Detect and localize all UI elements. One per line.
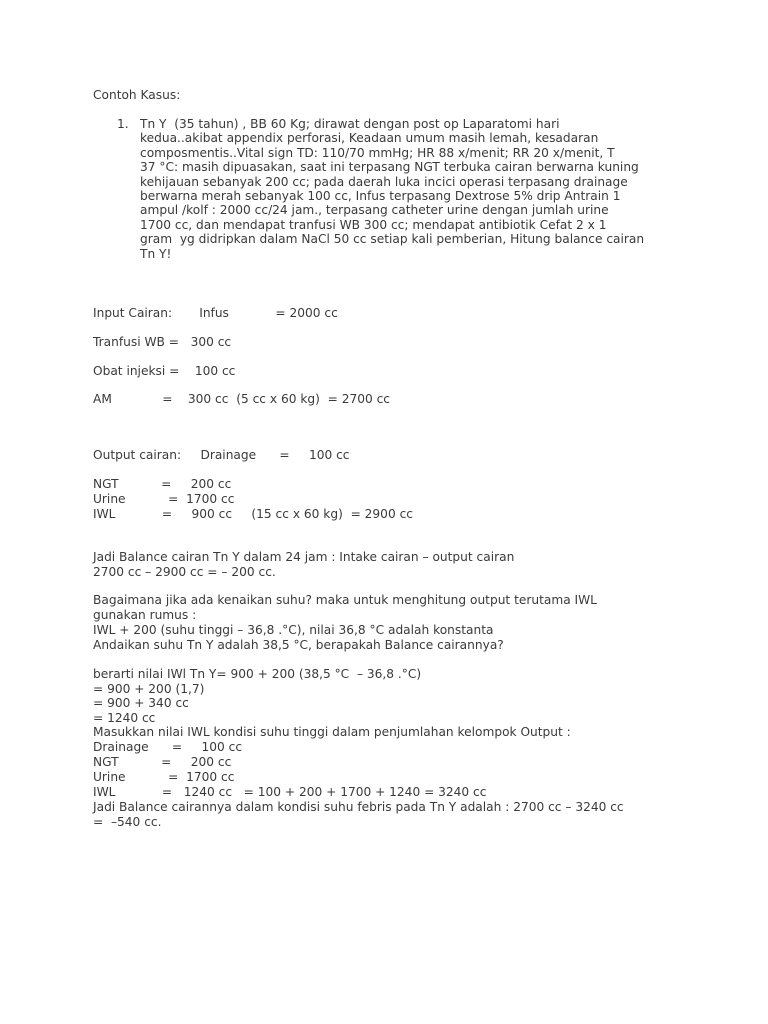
case-line: ampul /kolf : 2000 cc/24 jam., terpasang catheter urine dengan jumlah urine [140,203,609,218]
question-line: IWL + 200 (suhu tinggi – 36,8 .°C), nilai 36,8 °C adalah konstanta [93,623,494,637]
input-am: AM = 300 cc (5 cc x 60 kg) = 2700 cc [93,392,391,406]
calc-line: berarti nilai IWl Tn Y= 900 + 200 (38,5 °C – 36,8 .°C) [93,667,422,681]
balance-line: Jadi Balance cairan Tn Y dalam 24 jam : Intake cairan – output cairan [93,550,515,564]
case-line: Tn Y! [140,246,172,261]
calc-line: Masukkan nilai IWL kondisi suhu tinggi dalam penjumlahan kelompok Output : [93,725,571,739]
case-line: Tn Y (35 tahun) , BB 60 Kg; dirawat dengan post op Laparatomi hari [140,117,560,131]
input-obat: Obat injeksi = 100 cc [93,364,236,378]
case-line: kedua..akibat appendix perforasi, Keadaan umum masih lemah, kesadaran [140,131,599,146]
calc-line: = 900 + 200 (1,7) [93,682,205,696]
output-ngt: NGT = 200 cc [93,477,232,491]
case-line: 1700 cc, dan mendapat tranfusi WB 300 cc; mendapat antibiotik Cefat 2 x 1 [140,217,607,232]
case-line: kehijauan sebanyak 200 cc; pada daerah luka incici operasi terpasang drainage [140,174,628,189]
case-line: 37 °C: masih dipuasakan, saat ini terpasang NGT terbuka cairan berwarna kuning [140,160,639,175]
calc-line: Drainage = 100 cc [93,740,243,754]
calc-line: = 900 + 340 cc [93,696,189,710]
input-transfusi: Tranfusi WB = 300 cc [93,335,232,349]
case-description [140,117,700,261]
calc-line: Jadi Balance cairannya dalam kondisi suhu febris pada Tn Y adalah : 2700 cc – 3240 cc [93,800,624,814]
document-title: Contoh Kasus: [93,88,181,102]
calc-line: NGT = 200 cc [93,755,232,769]
question-line: gunakan rumus : [93,608,197,622]
balance-line: 2700 cc – 2900 cc = – 200 cc. [93,565,276,579]
calc-line: Urine = 1700 cc [93,770,235,784]
input-header: Input Cairan: Infus = 2000 cc [93,306,338,320]
case-line: gram yg didripkan dalam NaCl 50 cc setiap kali pemberian, Hitung balance cairan [140,232,645,247]
question-line: Andaikan suhu Tn Y adalah 38,5 °C, berapakah Balance cairannya? [93,638,504,652]
calc-line: IWL = 1240 cc = 100 + 200 + 1700 + 1240 = 3240 cc [93,785,487,799]
case-line: berwarna merah sebanyak 100 cc, Infus terpasang Dextrose 5% drip Antrain 1 [140,189,621,204]
question-line: Bagaimana jika ada kenaikan suhu? maka untuk menghitung output terutama IWL [93,593,597,607]
output-iwl: IWL = 900 cc (15 cc x 60 kg) = 2900 cc [93,507,413,521]
calc-line: = 1240 cc [93,711,156,725]
case-number: 1. [117,117,129,131]
case-line: composmentis..Vital sign TD: 110/70 mmHg; HR 88 x/menit; RR 20 x/menit, T [140,145,615,160]
output-urine: Urine = 1700 cc [93,492,235,506]
output-header: Output cairan: Drainage = 100 cc [93,448,350,462]
calc-line: = –540 cc. [93,815,162,829]
